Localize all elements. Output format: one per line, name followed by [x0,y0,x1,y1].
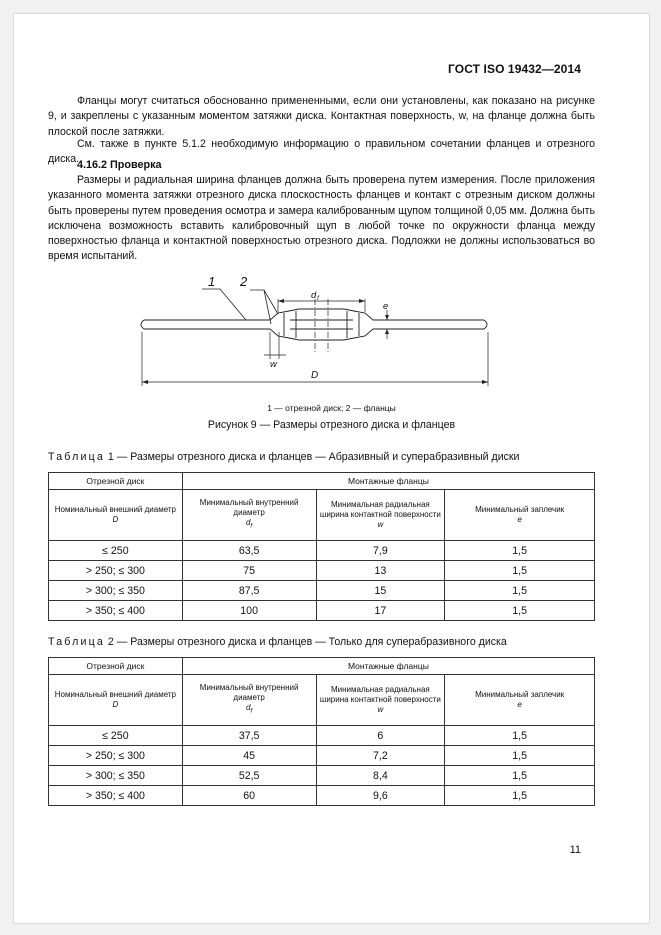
table1-col3-header: Минимальная радиальная ширина контактной поверхности w [316,490,445,541]
label-D: D [311,370,319,381]
table-row: ≤ 250 37,5 6 1,5 [49,726,595,746]
cutting-disc-left [141,320,264,329]
table1-col1-header: Номинальный внешний диаметр D [49,490,183,541]
table1-caption [48,451,519,463]
table-row: > 350; ≤ 400 100 17 1,5 [49,601,595,621]
flange-bottom [264,329,379,340]
table1-group-disc: Отрезной диск [49,473,183,490]
table1 [48,472,595,621]
flange-top [264,309,379,320]
table1-col2-header: Минимальный внутренний диаметр $d_f$ [182,490,316,541]
label-w: w [270,359,277,370]
document-code: ГОСТ ISO 19432—2014 [448,62,581,76]
table2-caption-word: Таблица [48,636,105,648]
table-row: > 350; ≤ 400 60 9,6 1,5 [49,786,595,806]
figure-caption: Рисунок 9 — Размеры отрезного диска и фланцев [207,419,456,431]
figure-legend: 1 — отрезной диск; 2 — фланцы [267,403,396,413]
table-row: > 300; ≤ 350 87,5 15 1,5 [49,581,595,601]
table2-caption [48,636,507,648]
table2-group-disc: Отрезной диск [49,658,183,675]
table-row: > 300; ≤ 350 52,5 8,4 1,5 [49,766,595,786]
table2-col1-header: Номинальный внешний диаметр D [49,675,183,726]
label-df-sub: f [317,295,319,302]
label-e: e [383,301,389,312]
table2-col4-header: Минимальный заплечик e [445,675,595,726]
table1-group-flanges: Монтажные фланцы [182,473,594,490]
table2-group-flanges: Монтажные фланцы [182,658,594,675]
label-df: d [311,290,317,301]
paragraph-flanges: Фланцы могут считаться обоснованно примененными, если они установлены, как показано на рисунке 9, и закреплены с указанным моментом затяжки диска. Контактная поверхность, w, на фланце должна быть плоской после затяжки. [48,95,595,138]
figure-disc-flanges [14,14,649,434]
table-row: > 250; ≤ 300 45 7,2 1,5 [49,746,595,766]
cutting-disc-right [379,320,487,329]
table1-caption-word: Таблица [48,451,105,463]
table2 [48,657,595,806]
table1-col4-header: Минимальный заплечик e [445,490,595,541]
label-2: 2 [240,274,248,289]
table-row: ≤ 250 63,5 7,9 1,5 [49,541,595,561]
paragraph-see-also: См. также в пункте 5.1.2 необходимую информацию о правильном сочетании фланцев и отрезного диска. [48,138,595,166]
table2-col3-header: Минимальная радиальная ширина контактной поверхности w [316,675,445,726]
paragraph-verification: Размеры и радиальная ширина фланцев должна быть проверена путем измерения. После приложения указанного момента затяжки отрезного диска плоскостность фланцев и контакт с отрезным диском должны быть проверены путем проведения осмотра и замера калиброванным щупом толщиной 0,05 мм. Должна быть исключена возможность вставить калибровочный щуп в любой точке по окружности фланца между поверхностью фланца и контактной поверхностью отрезного диска. Подложки не должны использоваться во время испытаний. [48,174,595,263]
table2-caption-text: 2 — Размеры отрезного диска и фланцев — Только для суперабразивного диска [107,636,507,648]
table1-caption-text: 1 — Размеры отрезного диска и фланцев — Абразивный и суперабразивный диски [107,451,520,463]
section-heading: 4.16.2 Проверка [77,159,162,171]
table2-col2-header: Минимальный внутренний диаметр $d_f$ [182,675,316,726]
table-row: > 250; ≤ 300 75 13 1,5 [49,561,595,581]
label-1: 1 [208,274,216,289]
page-number: 11 [569,844,581,856]
document-page [13,13,650,924]
